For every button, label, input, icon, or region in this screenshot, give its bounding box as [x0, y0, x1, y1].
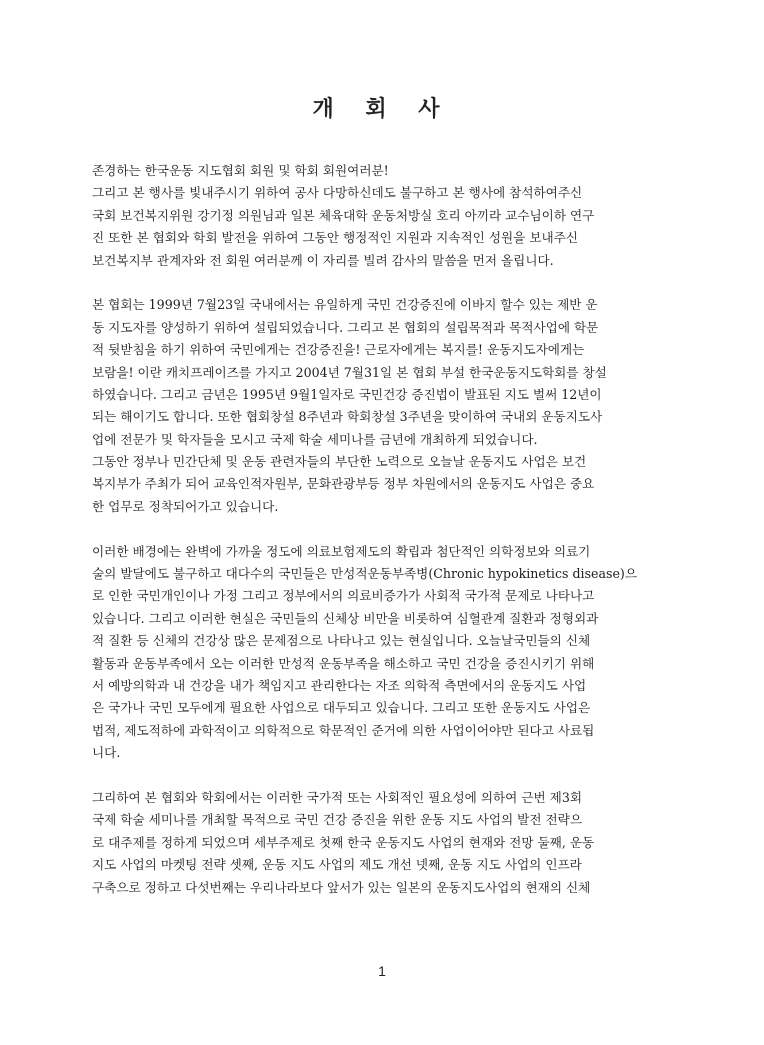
text-line: 되는 해이기도 합니다. 또한 협회창설 8주년과 학회창설 3주년을 맞이하여 국내외 운동지도사	[92, 409, 603, 425]
text-line: 법적, 제도적하에 과학적이고 의학적으로 학문적인 준거에 의한 사업이어야만 된다고 사료됩	[92, 722, 595, 738]
text-line: 업에 전문가 및 학자들을 모시고 국제 학술 세미나를 금년에 개최하게 되었습니다.	[92, 431, 538, 447]
text-line: 활동과 운동부족에서 오는 이러한 만성적 운동부족을 해소하고 국민 건강을 증진시키기 위해	[92, 655, 595, 671]
text-line: 동 지도자를 양성하기 위하여 설립되었습니다. 그리고 본 협회의 설립목적과 목적사업에 학문	[92, 319, 599, 335]
text-line: 적 질환 등 신체의 건강상 많은 문제점으로 나타나고 있는 현실입니다. 오늘날국민들의 신체	[92, 633, 591, 649]
text-line: 술의 발달에도 불구하고 대다수의 국민들은 만성적운동부족병(Chronic hypokinetics disease)으	[92, 566, 637, 582]
paragraph-gap	[92, 518, 684, 540]
text-line: 구축으로 정하고 다섯번째는 우리나라보다 앞서가 있는 일본의 운동지도사업의 현재의 신체	[92, 879, 591, 895]
text-line: 서 예방의학과 내 건강을 내가 책임지고 관리한다는 자조 의학적 측면에서의 운동지도 사업	[92, 677, 587, 693]
text-line: 그동안 정부나 민간단체 및 운동 관련자들의 부단한 노력으로 오늘날 운동지도 사업은 보건	[92, 454, 587, 470]
text-line: 존경하는 한국운동 지도협회 회원 및 학회 회원여러분!	[92, 163, 389, 178]
text-line: 한 업무로 정착되어가고 있습니다.	[92, 498, 279, 514]
text-line: 니다.	[92, 745, 121, 761]
paragraph	[92, 294, 684, 518]
document-body	[92, 160, 684, 899]
paragraph	[92, 787, 684, 899]
text-line: 로 대주제를 정하게 되었으며 세부주제로 첫째 한국 운동지도 사업의 현재와 전망 둘째, 운동	[92, 834, 595, 850]
text-line: 복지부가 주최가 되어 교육인적자원부, 문화관광부등 정부 차원에서의 운동지도 사업은 중요	[92, 476, 595, 492]
text-line: 진 또한 본 협회와 학회 발전을 위하여 그동안 행정적인 지원과 지속적인 성원을 보내주신	[92, 230, 578, 246]
text-line: 적 뒷받침을 하기 위하여 국민에게는 건강증진을! 근로자에게는 복지를! 운동지도자에게는	[92, 342, 585, 358]
page-number: 1	[378, 963, 386, 979]
page-title: 개 회 사	[312, 96, 452, 122]
text-line: 은 국가나 국민 모두에게 필요한 사업으로 대두되고 있습니다. 그리고 또한 운동지도 사업은	[92, 700, 591, 716]
text-line: 로 인한 국민개인이나 가정 그리고 정부에서의 의료비증가가 사회적 국가적 문제로 나타나고	[92, 588, 595, 604]
text-line: 본 협회는 1999년 7월23일 국내에서는 유일하게 국민 건강증진에 이바지 할수 있는 제반 운	[92, 297, 598, 313]
text-line: 국회 보건복지위원 강기정 의원님과 일본 체육대학 운동처방실 호리 아끼라 교수님이하 연구	[92, 207, 595, 223]
text-line: 그리하여 본 협회와 학회에서는 이러한 국가적 또는 사회적인 필요성에 의하여 근번 제3회	[92, 789, 583, 805]
text-line: 있습니다. 그리고 이러한 현실은 국민들의 신체상 비만을 비롯하여 심혈관계 질환과 정형외과	[92, 610, 599, 626]
text-line: 이러한 배경에는 완벽에 가까울 정도에 의료보험제도의 확립과 첨단적인 의학정보와 의료기	[92, 543, 591, 559]
text-line: 그리고 본 행사를 빛내주시기 위하여 공사 다망하신데도 불구하고 본 행사에 참석하여주신	[92, 185, 583, 201]
paragraph	[92, 541, 684, 765]
text-line: 하였습니다. 그리고 금년은 1995년 9월1일자로 국민건강 증진법이 발표된 지도 벌써 12년이	[92, 386, 602, 402]
paragraph-gap	[92, 765, 684, 787]
paragraph	[92, 160, 684, 272]
text-line: 보람을! 이란 캐치프레이즈를 가지고 2004년 7월31일 본 협회 부설 한국운동지도학회를 창설	[92, 364, 607, 380]
text-line: 지도 사업의 마켓팅 전략 셋째, 운동 지도 사업의 제도 개선 넷째, 운동 지도 사업의 인프라	[92, 857, 582, 873]
text-line: 국제 학술 세미나를 개최할 목적으로 국민 건강 증진을 위한 운동 지도 사업의 발전 전략으	[92, 812, 583, 828]
paragraph-gap	[92, 272, 684, 294]
text-line: 보건복지부 관계자와 전 회원 여러분께 이 자리를 빌려 감사의 말씀을 먼저 올립니다.	[92, 252, 554, 268]
